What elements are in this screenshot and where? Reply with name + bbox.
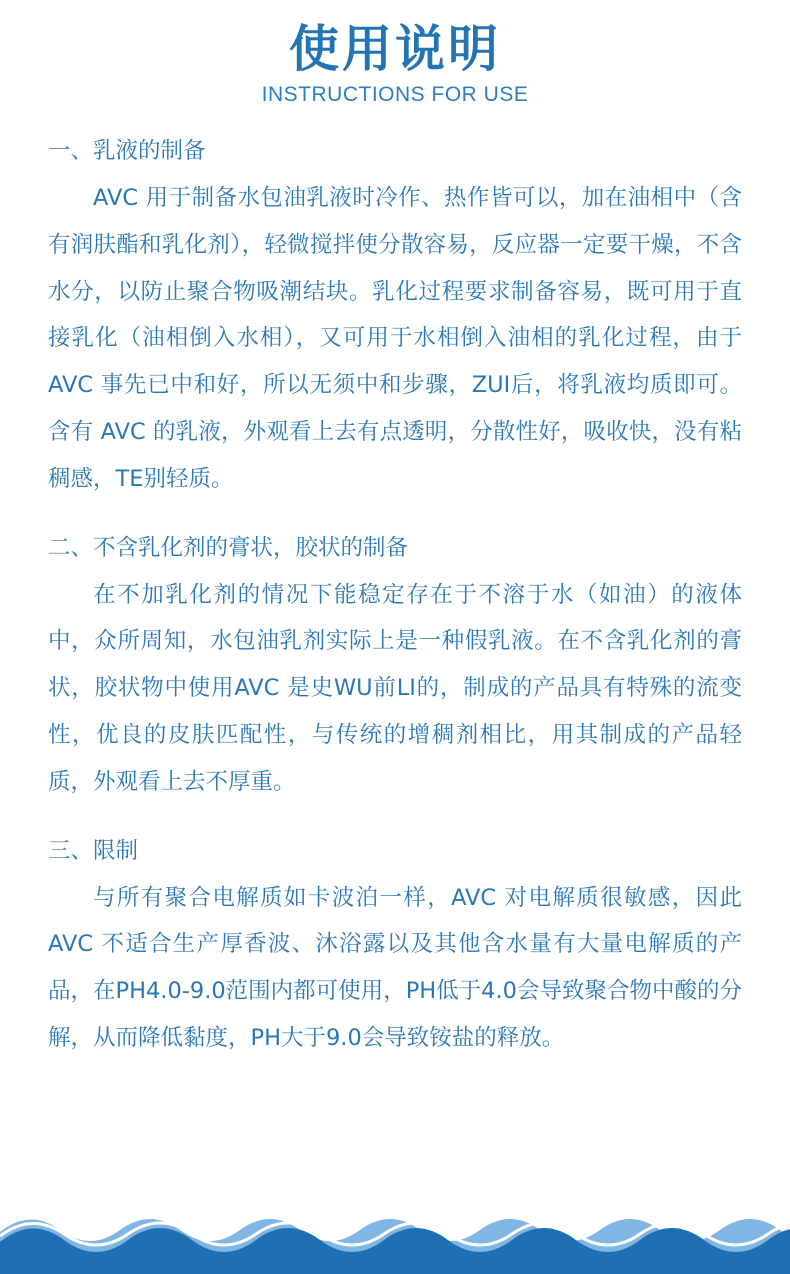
section-emulsion bbox=[48, 128, 742, 503]
section-body: AVC 用于制备水包油乳液时冷作、热作皆可以，加在油相中（含有润肤酯和乳化剂），轻微搅拌使分散容易，反应器一定要干燥，不含水分，以防止聚合物吸潮结块。乳化过程要求制备容易，既可用于直接乳化（油相倒入水相），又可用于水相倒入油相的乳化过程，由于AVC 事先已中和好，所以无须中和步骤，ZUI后，将乳液均质即可。含有 AVC 的乳液，外观看上去有点透明，分散性好，吸收快，没有粘稠感，TE别轻质。 bbox=[48, 185, 742, 492]
header bbox=[0, 0, 790, 108]
section-body: 在不加乳化剂的情况下能稳定存在于不溶于水（如油）的液体中，众所周知，水包油乳剂实际上是一种假乳液。在不含乳化剂的膏状，胶状物中使用AVC 是史WU前LI的，制成的产品具有特殊的流变性，优良的皮肤匹配性，与传统的增稠剂相比，用其制成的产品轻质，外观看上去不厚重。 bbox=[48, 581, 742, 795]
section-title: 三、限制 bbox=[48, 837, 139, 864]
section-body: 与所有聚合电解质如卡波泊一样，AVC 对电解质很敏感，因此 AVC 不适合生产厚香波、沐浴露以及其他含水量有大量电解质的产品，在PH4.0-9.0范围内都可使用，PH低于4.0会导致聚合物中酸的分解，从而降低黏度，PH大于9.0会导致铵盐的释放。 bbox=[48, 884, 742, 1051]
instructions-content bbox=[48, 128, 742, 1084]
page-title: 使用说明 bbox=[289, 20, 501, 78]
section-title: 一、乳液的制备 bbox=[48, 138, 206, 164]
page-subtitle: INSTRUCTIONS FOR USE bbox=[261, 83, 529, 106]
wave-decoration bbox=[0, 1202, 790, 1274]
section-limitations bbox=[48, 828, 742, 1062]
section-title: 二、不含乳化剂的膏状，胶状的制备 bbox=[48, 534, 409, 561]
section-cream-gel bbox=[48, 525, 742, 806]
